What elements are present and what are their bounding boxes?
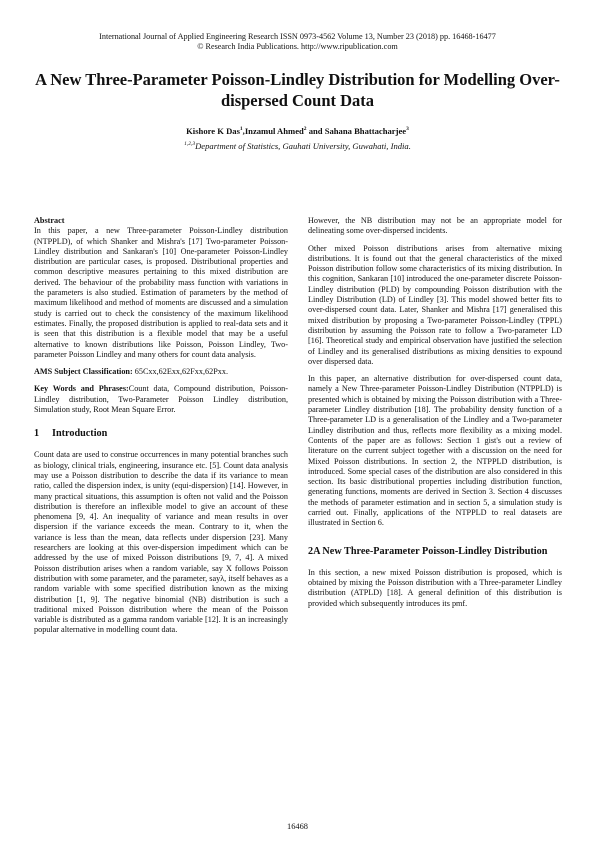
abstract-heading: Abstract <box>34 216 65 225</box>
author-3: and Sahana Bhattacharjee <box>306 126 407 136</box>
right-paragraph-2: Other mixed Poisson distributions arises from alternative mixing distributions. It is found out that the general characteristics of the mixed Poisson distribution follow some characteristics of its mixing distribution. In this cognition, Sankaran [10] introduced the one-parameter discrete Poisson-Lindley distribution (PLD) by compounding Poisson distribution with the Lindley Distribution (LD) of Lindley [3]. This model showed better fits to over-dispersed count data. Later, Shanker and Mishra [17] generalised this mixed distribution by proposing a Two-parameter Poisson-Lindley (TPPL) distribution by assuming the Poisson rate to follow a Two-parameter LD [16]. Theoretical study and empirical observation have justified the selection of Lindley and its generalised distributions as mixing densities to expound over dispersed data. <box>308 243 562 366</box>
right-paragraph-1: However, the NB distribution may not be an appropriate model for delineating some over-dispersed incidents. <box>308 216 562 236</box>
affiliation-text: Department of Statistics, Gauhati University, Guwahati, India. <box>195 141 411 151</box>
section-2-number: 2 <box>308 545 314 557</box>
author-2: ,Inzamul Ahmed <box>242 126 304 136</box>
keywords <box>34 384 288 415</box>
author-1-mark: 1 <box>239 126 243 133</box>
right-column <box>308 216 562 616</box>
affiliation-marks: 1,2,3 <box>184 141 196 148</box>
ams-classification <box>34 367 288 377</box>
author-2-mark: 2 <box>303 126 307 133</box>
keywords-value: Count data, Compound distribution, Poisson-Lindley distribution, Two-Parameter Poisson Lindley distribution, Simulation study, Root Mean Square Error. <box>34 384 288 415</box>
author-1: Kishore K Das <box>186 126 240 136</box>
left-column <box>34 216 288 643</box>
section-1-number: 1 <box>34 428 40 440</box>
section-2-heading <box>308 545 562 558</box>
paper-title: A New Three-Parameter Poisson-Lindley Distribution for Modelling Over-dispersed Count Data <box>35 70 560 110</box>
ams-value: 65Cxx,62Exx,62Fxx,62Pxx. <box>132 367 229 377</box>
section-2-paragraph: In this section, a new mixed Poisson distribution is proposed, which is obtained by mixing the Poisson distribution with a Three-parameter Lindley distribution (ATPLD) [18]. A general definition of this distribution is provided which subsequently introduces its pmf. <box>308 567 562 608</box>
author-line <box>0 126 595 136</box>
section-2-title: A New Three-Parameter Poisson-Lindley Distribution <box>313 545 548 557</box>
page-number: 16468 <box>287 822 308 831</box>
keywords-label: Key Words and Phrases: <box>34 384 129 394</box>
section-1-title: Introduction <box>52 428 108 440</box>
ams-label: AMS Subject Classification: <box>34 367 133 377</box>
affiliation <box>0 141 595 151</box>
journal-header-line1: International Journal of Applied Engineering Research ISSN 0973-4562 Volume 13, Number 23 (2018) pp. 16468-16477 <box>99 32 496 41</box>
intro-paragraph: Count data are used to construe occurrences in many potential branches such as biology, clinical trials, engineering, insurance etc. [5]. Count data analysis may use a Poisson distribution to describe the data if its variance to mean ratio, called the dispersion index, is unity (equi-dispersion) [14]. However, in many practical situations, this assumption is often not valid and the Poisson distribution is therefore an inflexible model to give an account of these phenomena [9, 4]. An inequality of variance and mean results in over dispersion if the variance exceeds the mean. Contrary to it, when the variance is less than the mean, data reflects under dispersion [23]. Many researchers are looking at this over-dispersion impediment which can be addressed by the use of mixed Poisson distributions [9, 7, 4]. A mixed Poisson distribution arises when a random variable, say X follows Poisson distribution with some parameter, and the parameter, sayλ, itself behaves as a random variable with some specified distribution known as the mixing distribution [1, 9]. The negative binomial (NB) distribution is such a traditional mixed Poisson distribution where the mean of the Poisson variable is distributed as a gamma random variable [12]. It is an increasingly popular alternative in modelling count data. <box>34 450 288 635</box>
right-paragraph-3: In this paper, an alternative distribution for over-dispersed count data, namely a New Three-parameter Poisson-Lindley Distribution (NTPPLD) is presented which is obtained by mixing the Poisson distribution with a Three-parameter Lindley distribution [18]. The probability density function of a Three-parameter LD is a generalisation of the Lindley and a Two-parameter Lindley distribution and thus, reflects more flexibility as a mixing model. Contents of the paper are as follows: Section 1 gist's out a review of literature on the current subject together with a discussion on the need for Mixed Poisson distributions. In section 2, the NTPPLD distribution, is introduced. Some special cases of the distribution are also considered in this section. Its basic distributional properties including distribution function, generating functions, moments are derived in Section 3. Section 4 discusses the methods of parameter estimation and in section 5, a simulation study is carried out. Finally, applications of the NTPPLD to real datasets are illustrated in Section 6. <box>308 374 562 528</box>
abstract-body: In this paper, a new Three-parameter Poisson-Lindley distribution (NTPPLD), of which Shanker and Mishra's [17] Two-parameter Poisson-Lindley distribution and Sankaran's [10] One-parameter Poisson-Lindley distribution are particular cases, is proposed. Distributional properties and common descriptive measures pertaining to this mixed distribution are derived. The behaviour of the probability mass function with variations in the parameters is also studied. Estimation of parameters by the method of maximum likelihood and method of moments are discussed and a simulation study is carried out to check the consistency of the maximum likelihood estimates. Finally, the proposed distribution is applied to real-data sets and it is seen that this distribution is a flexible model that may be a useful alternative to known distributions like Poisson, Poisson Lindley, Two-parameter Poisson Lindley and many others for count data analysis. <box>34 226 288 359</box>
journal-header-line2: © Research India Publications. http://www.ripublication.com <box>197 42 398 51</box>
section-1-heading <box>34 427 288 440</box>
author-3-mark: 3 <box>406 126 409 133</box>
